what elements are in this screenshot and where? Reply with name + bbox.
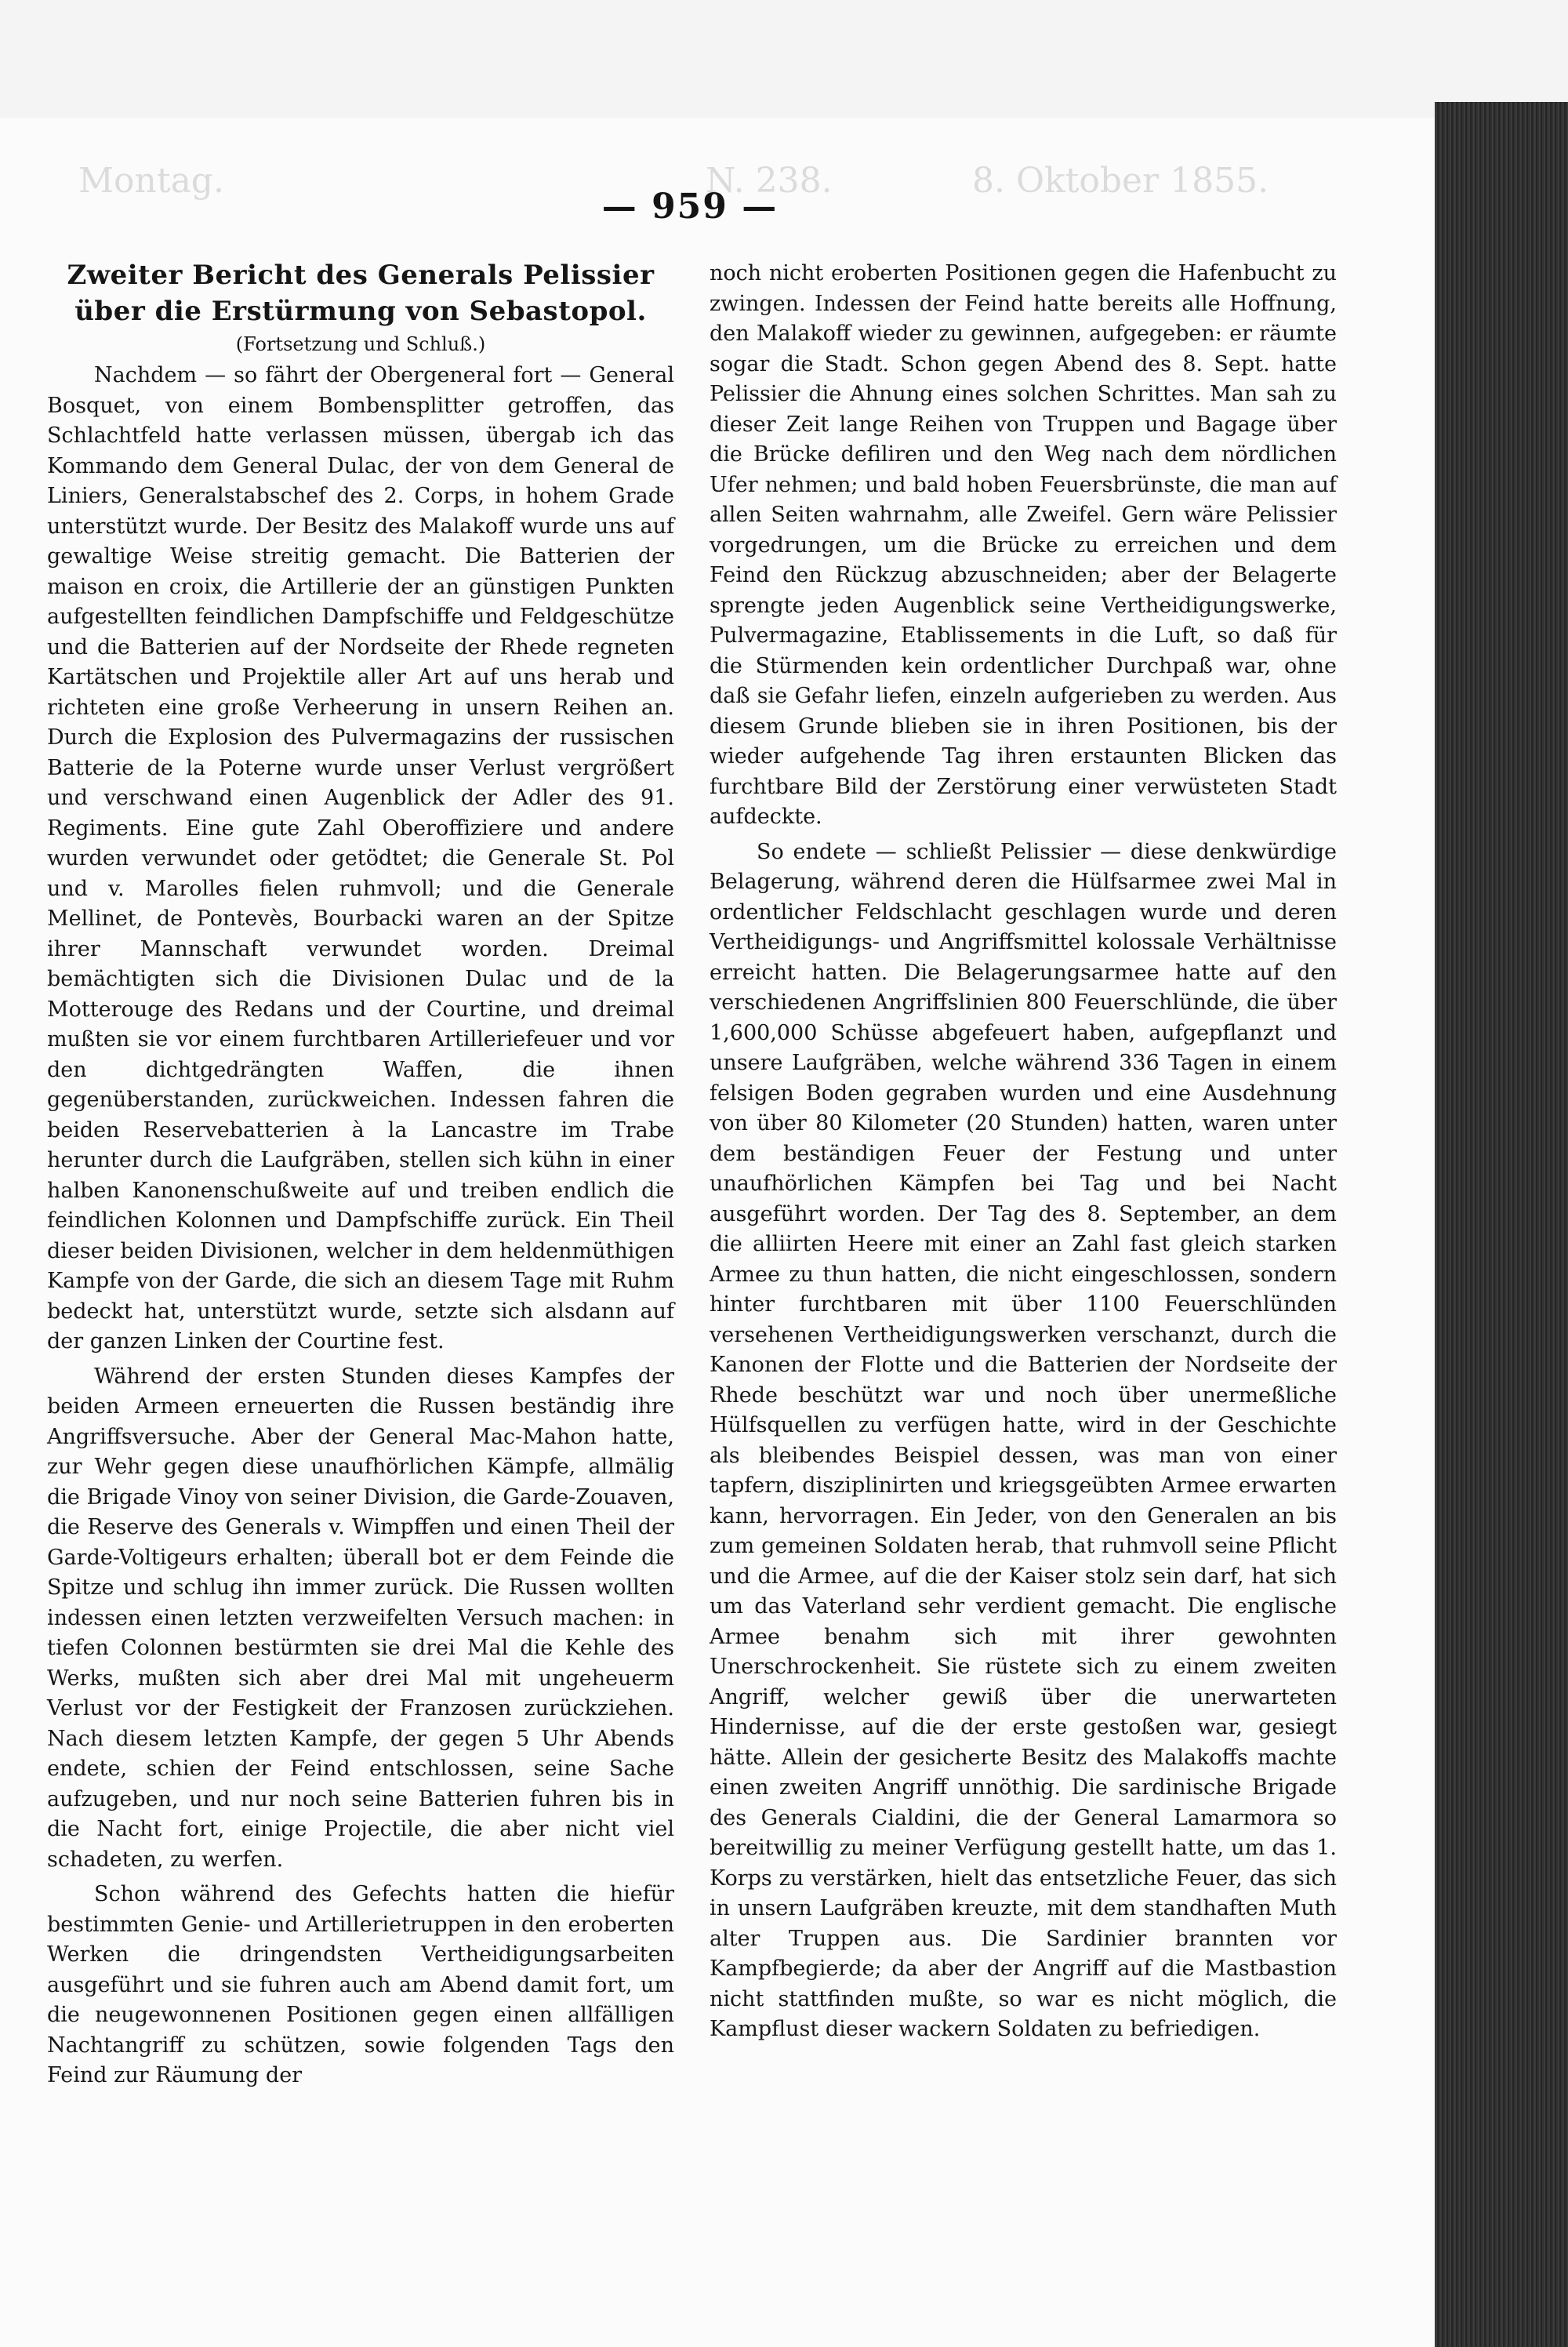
article-title-line-2: über die Erstürmung von Sebastopol. — [74, 296, 647, 327]
book-page-edge — [1435, 102, 1568, 2347]
article-subtitle: (Fortsetzung und Schluß.) — [235, 333, 486, 355]
left-paragraph-2: Während der ersten Stunden dieses Kampfes der beiden Armeen erneuerten die Russen beständig ihre Angriffsversuche. Aber der General Mac-Mahon hatte, zur Wehr gegen diese unaufhörlichen Kämpfe, allmälig die Brigade Vinoy von seiner Division, die Garde-Zouaven, die Reserve des Generals v. Wimpffen und einen Theil der Garde-Voltigeurs erhalten; überall bot er dem Feinde die Spitze und schlug ihn immer zurück. Die Russen wollten indessen einen letzten verzweifelten Versuch machen: in tiefen Colonnen bestürmten sie drei Mal die Kehle des Werks, mußten sich aber drei Mal mit ungeheuerm Verlust vor der Festigkeit der Franzosen zurückziehen. Nach diesem letzten Kampfe, der gegen 5 Uhr Abends endete, schien der Feind entschlossen, seine Sache aufzugeben, und nur noch seine Batterien fuhren bis in die Nacht fort, einige Projectile, die aber nicht viel schadeten, zu werfen. — [47, 1364, 674, 1872]
scan-top-strip — [0, 0, 1568, 118]
left-column — [47, 259, 674, 2091]
ghost-header-issue: N. 238. — [706, 161, 833, 201]
left-paragraph-3: Schon während des Gefechts hatten die hiefür bestimmten Genie- und Artillerietruppen in den eroberten Werken die dringendsten Vertheidigungsarbeiten ausgeführt und sie fuhren auch am Abend damit fort, um die neugewonnenen Positionen gegen einen allfälligen Nachtangriff zu schützen, sowie folgenden Tags den Feind zur Räumung der — [47, 1882, 674, 2087]
right-paragraph-2: So endete — schließt Pelissier — diese denkwürdige Belagerung, während deren die Hülfsarmee zwei Mal in ordentlicher Feldschlacht geschlagen wurde und deren Vertheidigungs- und Angriffsmittel kolossale Verhältnisse erreicht hatten. Die Belagerungsarmee hatte auf den verschiedenen Angriffslinien 800 Feuerschlünde, die über 1,600,000 Schüsse abgefeuert haben, aufgepflanzt und unsere Laufgräben, welche während 336 Tagen in einem felsigen Boden gegraben wurden und eine Ausdehnung von über 80 Kilometer (20 Stunden) hatten, waren unter dem beständigen Feuer der Festung und unter unaufhörlichen Kämpfen bei Tag und bei Nacht ausgeführt worden. Der Tag des 8. September, an dem die alliirten Heere mit einer an Zahl fast gleich starken Armee zu thun hatten, die nicht eingeschlossen, sondern hinter furchtbaren mit über 1100 Feuerschlünden versehenen Vertheidigungswerken verschanzt, durch die Kanonen der Flotte und die Batterien der Nordseite der Rhede beschützt war und noch über unermeßliche Hülfsquellen zu verfügen hatte, wird in der Geschichte als bleibendes Beispiel dessen, was man von einer tapfern, disziplinirten und kriegsgeübten Armee erwarten kann, hervorragen. Ein Jeder, von den Generalen an bis zum gemeinen Soldaten herab, that ruhmvoll seine Pflicht und die Armee, auf die der Kaiser stolz sein darf, hat sich um das Vaterland sehr verdient gemacht. Die englische Armee benahm sich mit ihrer gewohnten Unerschrockenheit. Sie rüstete sich zu einem zweiten Angriff, welcher gewiß über die unerwarteten Hindernisse, auf die der erste gestoßen war, gesiegt hätte. Allein der gesicherte Besitz des Malakoffs machte einen zweiten Angriff unnöthig. Die sardinische Brigade des Generals Cialdini, die der General Lamarmora so bereitwillig zu meiner Verfügung gestellt hatte, um das 1. Korps zu verstärken, hielt das entsetzliche Feuer, das sich in unsern Laufgräben kreuzte, mit dem standhaften Muth alter Truppen aus. Die Sardinier brannten vor Kampfbegierde; da aber der Angriff auf die Mastbastion nicht stattfinden mußte, so war es nicht möglich, die Kampflust dieser wackern Soldaten zu befriedigen. — [710, 839, 1337, 2041]
ghost-header-day: Montag. — [78, 161, 224, 201]
article-title-line-1: Zweiter Bericht des Generals Pelissier — [67, 260, 655, 291]
page-number: — 959 — — [601, 187, 779, 227]
left-paragraph-1: Nachdem — so fährt der Obergeneral fort — General Bosquet, von einem Bombensplitter getroffen, das Schlachtfeld hatte verlassen müssen, übergab ich das Kommando dem General Dulac, der von dem General de Liniers, Generalstabschef des 2. Corps, in hohem Grade unterstützt wurde. Der Besitz des Malakoff wurde uns auf gewaltige Weise streitig gemacht. Die Batterien der maison en croix, die Artillerie der an günstigen Punkten aufgestellten feindlichen Dampfschiffe und Feldgeschütze und die Batterien auf der Nordseite der Rhede regneten Kartätschen und Projektile aller Art auf uns herab und richteten eine große Verheerung in unsern Reihen an. Durch die Explosion des Pulvermagazins der russischen Batterie de la Poterne wurde unser Verlust vergrößert und verschwand einen Augenblick der Adler des 91. Regiments. Eine gute Zahl Oberoffiziere und andere wurden verwundet oder getödtet; die Generale St. Pol und v. Marolles fielen ruhmvoll; und die Generale Mellinet, de Pontevès, Bourbacki waren an der Spitze ihrer Mannschaft verwundet worden. Dreimal bemächtigten sich die Divisionen Dulac und de la Motterouge des Redans und der Courtine, und dreimal mußten sie vor einem furchtbaren Artilleriefeuer und vor den dichtgedrängten Waffen, die ihnen gegenüberstanden, zurückweichen. Indessen fahren die beiden Reservebatterien à la Lancastre im Trabe herunter durch die Laufgräben, stellen sich kühn in einer halben Kanonenschußweite auf und treiben endlich die feindlichen Kolonnen und Dampfschiffe zurück. Ein Theil dieser beiden Divisionen, welcher in dem heldenmüthigen Kampfe von der Garde, die sich an diesem Tage mit Ruhm bedeckt hat, unterstützt wurde, setzte sich alsdann auf der ganzen Linken der Courtine fest. — [47, 363, 674, 1353]
right-column — [710, 259, 1337, 2045]
ghost-header-date: 8. Oktober 1855. — [972, 161, 1269, 201]
right-paragraph-1: noch nicht eroberten Positionen gegen die Hafenbucht zu zwingen. Indessen der Feind hatte bereits alle Hoffnung, den Malakoff wieder zu gewinnen, aufgegeben: er räumte sogar die Stadt. Schon gegen Abend des 8. Sept. hatte Pelissier die Ahnung eines solchen Schrittes. Man sah zu dieser Zeit lange Reihen von Truppen und Bagage über die Brücke defiliren und den Weg nach dem nördlichen Ufer nehmen; und bald hoben Feuersbrünste, die man auf allen Seiten wahrnahm, alle Zweifel. Gern wäre Pelissier vorgedrungen, um die Brücke zu erreichen und dem Feind den Rückzug abzuschneiden; aber der Belagerte sprengte jeden Augenblick seine Vertheidigungswerke, Pulvermagazine, Etablissements in die Luft, so daß für die Stürmenden kein ordentlicher Durchpaß war, ohne daß sie Gefahr liefen, einzeln aufgerieben zu werden. Aus diesem Grunde blieben sie in ihren Positionen, bis der wieder aufgehende Tag ihren erstaunten Blicken das furchtbare Bild der Zerstörung einer verwüsteten Stadt aufdeckte. — [710, 261, 1337, 829]
